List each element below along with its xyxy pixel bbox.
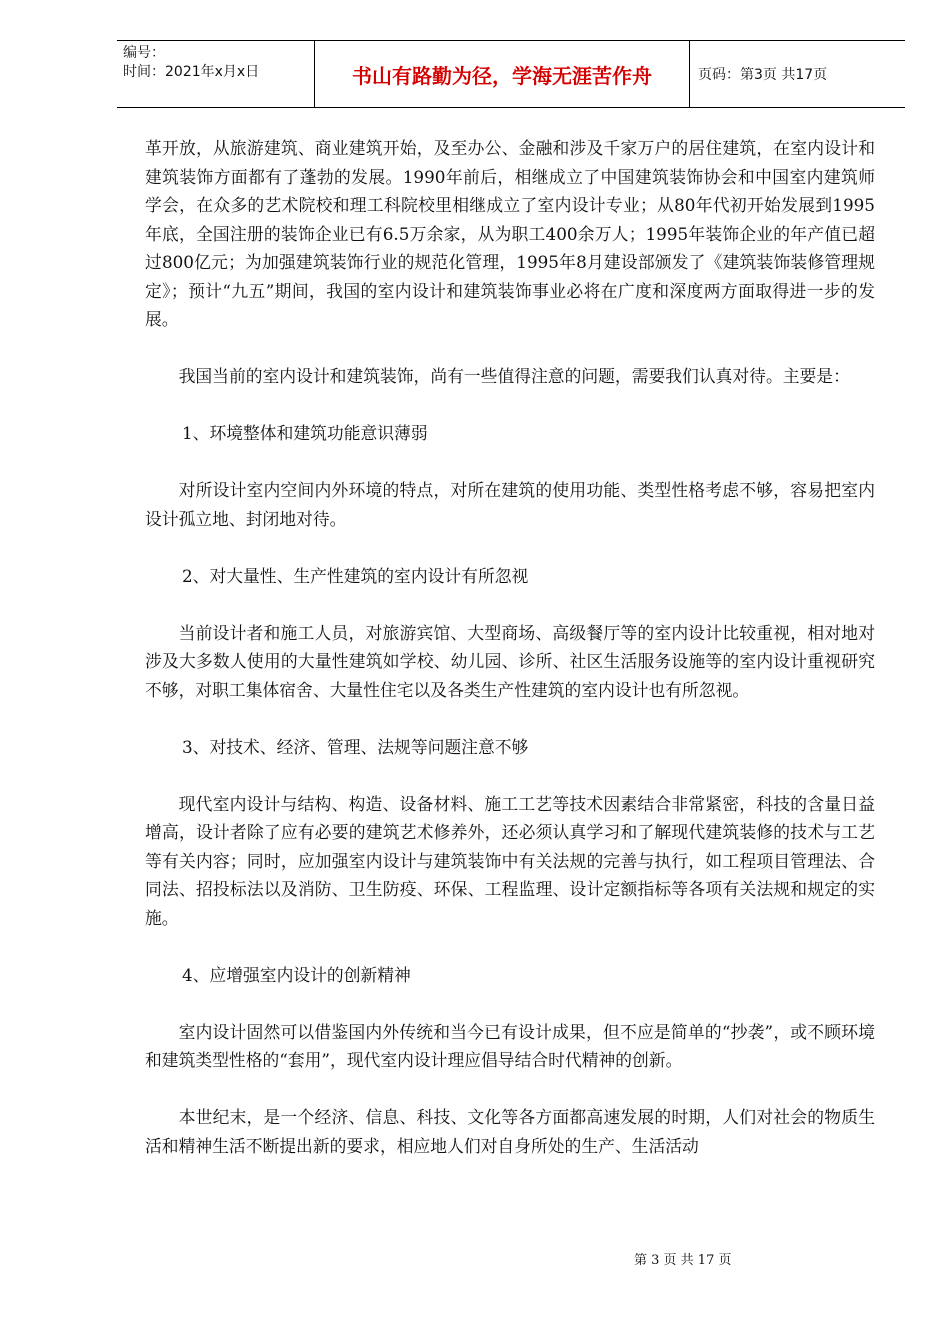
body-paragraph: 我国当前的室内设计和建筑装饰，尚有一些值得注意的问题，需要我们认真对待。主要是： [178,366,850,386]
document-body [145,134,875,1160]
header-page-info: 页码：第3页 共17页 [698,67,828,83]
section-heading: 1、环境整体和建筑功能意识薄弱 [182,423,428,443]
header-motto: 书山有路勤为径，学海无涯苦作舟 [315,41,690,107]
section-heading: 4、应增强室内设计的创新精神 [182,964,411,985]
page-header [117,40,905,108]
section-heading: 3、对技术、经济、管理、法规等问题注意不够 [182,736,529,757]
document-time-label: 时间：2021年x月x日 [123,64,260,80]
body-paragraph: 现代室内设计与结构、构造、设备材料、施工工艺等技术因素结合非常紧密，科技的含量日益增高，设计者除了应有必要的建筑艺术修养外，还必须认真学习和了解现代建筑装修的技术与工艺等有关内容；同时，应加强室内设计与建筑装饰中有关法规的完善与执行，如工程项目管理法、合同法、招投标法以及消防、卫生防疫、环保、工程监理、设计定额指标等各项有关法规和规定的实施。 [145,793,875,928]
body-paragraph: 对所设计室内空间内外环境的特点，对所在建筑的使用功能、类型性格考虑不够，容易把室内设计孤立地、封闭地对待。 [145,480,875,529]
body-paragraph: 室内设计固然可以借鉴国内外传统和当今已有设计成果，但不应是简单的“抄袭”，或不顾环境和建筑类型性格的“套用”，现代室内设计理应倡导结合时代精神的创新。 [145,1021,875,1070]
section-heading: 2、对大量性、生产性建筑的室内设计有所忽视 [182,565,529,586]
document-number-label: 编号： [123,45,165,61]
body-paragraph: 本世纪末，是一个经济、信息、科技、文化等各方面都高速发展的时期，人们对社会的物质生活和精神生活不断提出新的要求，相应地人们对自身所处的生产、生活活动 [145,1107,875,1156]
body-paragraph: 当前设计者和施工人员，对旅游宾馆、大型商场、高级餐厅等的室内设计比较重视，相对地对涉及大多数人使用的大量性建筑如学校、幼儿园、诊所、社区生活服务设施等的室内设计重视研究不够，对职工集体宿舍、大量性住宅以及各类生产性建筑的室内设计也有所忽视。 [145,622,875,700]
header-meta [117,41,315,107]
page-footer: 第 3 页 共 17 页 [634,1253,732,1268]
body-paragraph: 革开放，从旅游建筑、商业建筑开始，及至办公、金融和涉及千家万户的居住建筑，在室内设计和建筑装饰方面都有了蓬勃的发展。1990年前后，相继成立了中国建筑装饰协会和中国室内建筑师学会，在众多的艺术院校和理工科院校里相继成立了室内设计专业；从80年代初开始发展到1995年底，全国注册的装饰企业已有6.5万余家，从为职工400余万人；1995年装饰企业的年产值已超过800亿元；为加强建筑装饰行业的规范化管理，1995年8月建设部颁发了《建筑装饰装修管理规定》；预计“九五”期间，我国的室内设计和建筑装饰事业必将在广度和深度两方面取得进一步的发展。 [145,138,875,329]
